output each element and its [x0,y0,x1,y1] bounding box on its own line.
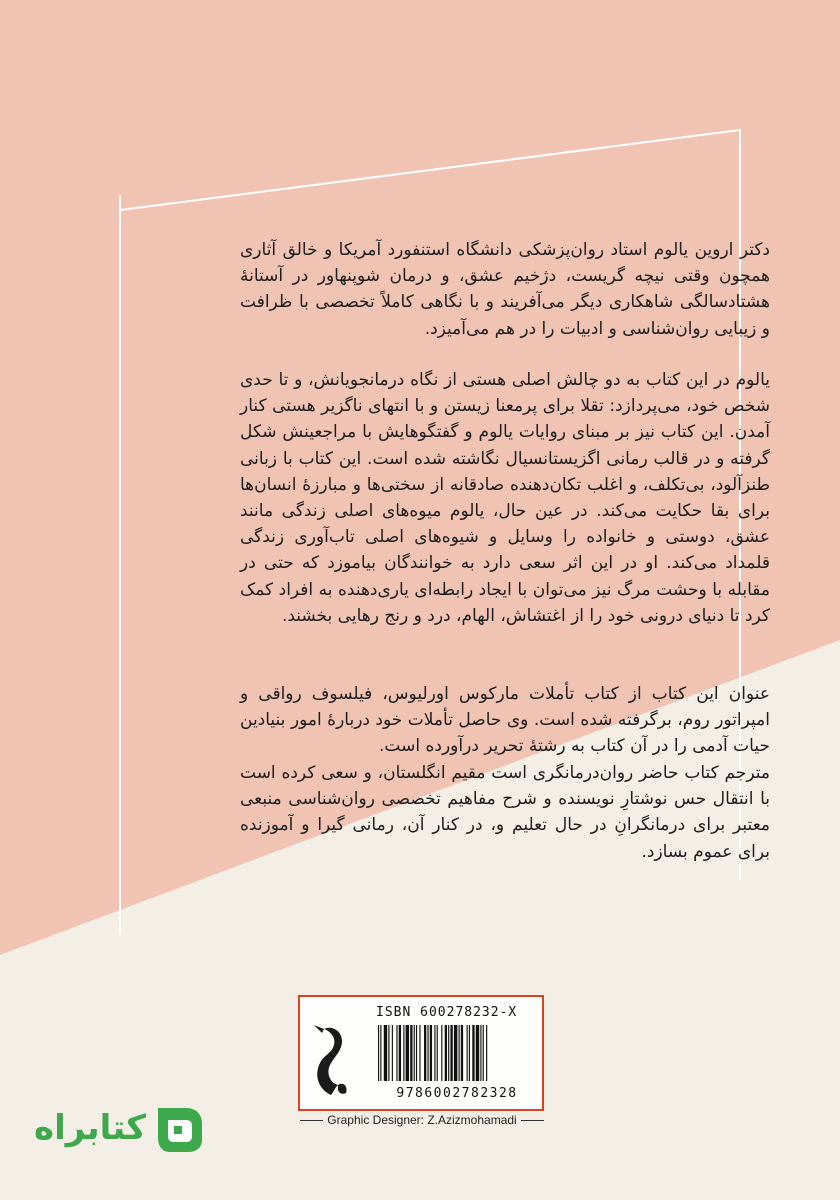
barcode-bar [410,1025,412,1081]
ketabrah-brand-text: کتابراه [34,1108,147,1148]
barcode-bar [378,1025,379,1081]
barcode-bar [459,1025,460,1081]
barcode-bar [467,1025,468,1081]
barcode-box [298,995,544,1111]
credit-divider-left [300,1120,323,1121]
barcode-bar [403,1025,404,1081]
barcode-bar [486,1025,487,1081]
barcode-bar [450,1025,452,1081]
barcode-bar [445,1025,447,1081]
synopsis-paragraph-3: عنوان این کتاب از کتاب تأملات مارکوس اورلیوس، فیلسوف رواقی و امپراتور روم، برگرفته شده است. وی حاصل تأملات خود دربارهٔ امور بنیادین حیات آدمی را در آن کتاب به رشتهٔ تحریر درآورده است. [240,684,770,757]
barcode-number: 9786002782328 [396,1086,518,1101]
barcode-bar [461,1025,463,1081]
barcode-bar [388,1025,389,1081]
publisher-bird-logo-icon [308,1011,354,1099]
barcode-bar [419,1025,420,1081]
barcode [376,1025,540,1081]
barcode-bar [483,1025,484,1081]
barcode-bar [380,1025,381,1081]
isbn-label: ISBN 600278232-X [376,1005,518,1020]
barcode-bar [441,1025,442,1081]
barcode-bar [414,1025,415,1081]
barcode-bar [416,1025,417,1081]
barcode-bar [454,1025,457,1081]
barcode-bar [406,1025,409,1081]
synopsis-paragraph-1: دکتر اروین یالوم استاد روان‌پزشکی دانشگاه استنفورد آمریکا و خالق آثاری همچون وقتی نیچه گریست، دژخیم عشق، و درمان شوپنهاور در آستانهٔ هشتادسالگی شاهکاری دیگر می‌آفریند و با نگاهی کاملاً تخصصی با ظرافت و زیبایی روان‌شناسی و ادبیات را در هم می‌آمیزد. [240,240,770,339]
barcode-bar [437,1025,438,1081]
barcode-bar [427,1025,428,1081]
barcode-bar [469,1025,470,1081]
barcode-bar [448,1025,449,1081]
barcode-bar [392,1025,393,1081]
graphic-designer-credit [300,1113,544,1127]
barcode-bar [430,1025,432,1081]
ketabrah-logo-icon [152,1100,208,1156]
credit-divider-right [521,1120,544,1121]
ketabrah-watermark [34,1098,224,1158]
barcode-bar [476,1025,479,1081]
barcode-bar [396,1025,397,1081]
barcode-bar [434,1025,435,1081]
graphic-designer-text: Graphic Designer: Z.Azizmohamadi [327,1113,517,1127]
synopsis-paragraph-2: یالوم در این کتاب به دو چالش اصلی هستی از نگاه درمانجویانش، و تا حدی شخص خود، می‌پردازد: تقلا برای پرمعنا زیستن و با انتهای ناگزیر هستی کنار آمدن. این کتاب نیز بر مبنای روایات یالوم و گفتگوهایش با مراجعینش شکل گرفته و در قالب رمانی اگزیستانسیال نگاشته شده است. این کتاب با زبانی طنزآلود، بی‌تکلف، و اغلب تکان‌دهنده صادقانه از سختی‌ها و مبارزهٔ انسان‌ها برای بقا حکایت می‌کند. در عین حال، یالوم میوه‌های اصلی زندگی مانند عشق، دوستی و خانواده را وسایل و شیوه‌های اصلی تاب‌آوری زندگی قلمداد می‌کند. او در این اثر سعی دارد به خوانندگان بیاموزد که حتی در مقابله با وحشت مرگ نیز می‌توان با ایجاد رابطه‌ای یاری‌دهنده به افراد کمک کرد تا دنیای درونی خود را از اغتشاش، الهام، درد و رنج رهایی بخشند. [240,370,770,626]
barcode-bar [424,1025,426,1081]
barcode-bar [399,1025,401,1081]
barcode-bar [472,1025,474,1081]
barcode-bar [384,1025,387,1081]
synopsis-paragraph-4: مترجم کتاب حاضر روان‌درمانگری است مقیم انگلستان، و سعی کرده است با انتقال حس نوشتارِ نویسنده و شرح مفاهیم تخصصی روان‌شناسی منبعی معتبر برای درمانگرانِ در حال تعلیم و، در کنار آن، رمانی گیرا و آموزنده برای عموم بسازد. [240,763,770,862]
barcode-bar [480,1025,481,1081]
